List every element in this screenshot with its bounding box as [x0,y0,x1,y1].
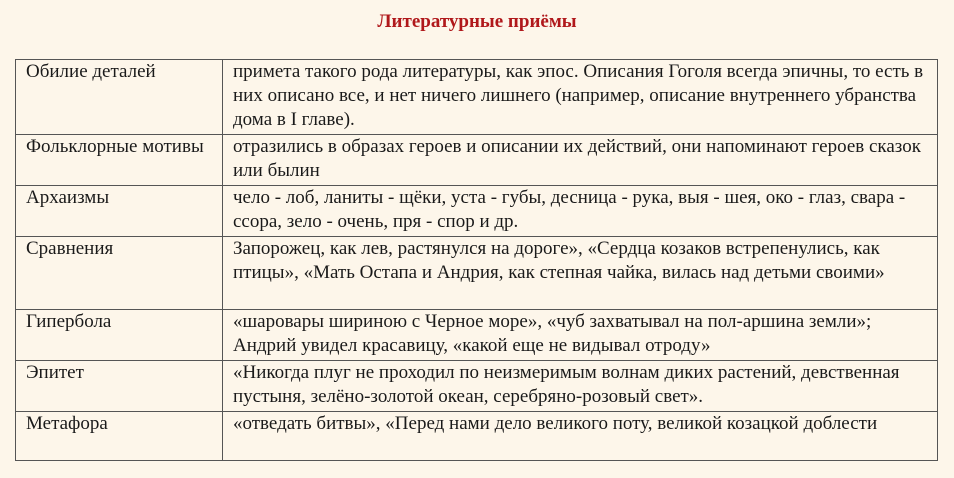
term-cell: Метафора [16,412,223,461]
term-cell: Архаизмы [16,186,223,237]
description-cell: примета такого рода литературы, как эпос. Описания Гоголя всегда эпичны, то есть в них описано все, и нет ничего лишнего (например, описание внутреннего убранства дома в I главе). [223,60,938,135]
page-title: Литературные приёмы [377,11,577,32]
literary-devices-table [15,59,938,461]
term-cell: Сравнения [16,237,223,310]
description-cell: «Никогда плуг не проходил по неизмеримым волнам диких растений, девственная пустыня, зелёно-золотой океан, серебряно-розовый свет». [223,361,938,412]
description-cell: «шаровары шириною с Черное море», «чуб захватывал на пол-аршина земли»; Андрий увидел красавицу, «какой еще не видывал отроду» [223,310,938,361]
table-row [16,135,938,186]
description-cell: Запорожец, как лев, растянулся на дороге», «Сердца козаков встрепенулись, как птицы», «Мать Остапа и Андрия, как степная чайка, вилась над детьми своими» [223,237,938,310]
description-cell: чело - лоб, ланиты - щёки, уста - губы, десница - рука, выя - шея, око - глаз, свара - ссора, зело - очень, пря - спор и др. [223,186,938,237]
term-cell: Фольклорные мотивы [16,135,223,186]
table-row [16,310,938,361]
description-cell: «отведать битвы», «Перед нами дело великого поту, великой козацкой доблести [223,412,938,461]
description-cell: отразились в образах героев и описании их действий, они напоминают героев сказок или былин [223,135,938,186]
table-row [16,237,938,310]
table-row [16,361,938,412]
table-row [16,186,938,237]
term-cell: Гипербола [16,310,223,361]
term-cell: Эпитет [16,361,223,412]
table-row [16,60,938,135]
table-row [16,412,938,461]
term-cell: Обилие деталей [16,60,223,135]
